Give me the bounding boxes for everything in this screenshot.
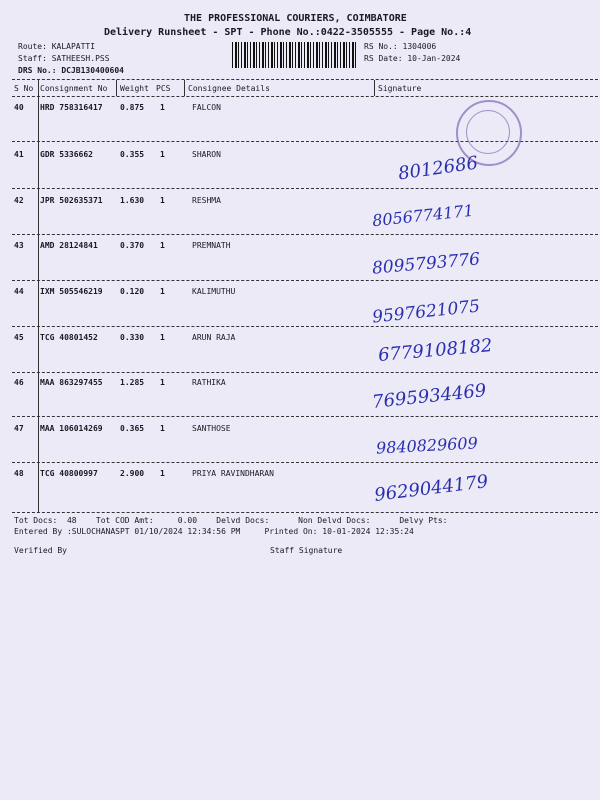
row-consignee: PREMNATH	[192, 241, 231, 250]
entered-by-line: Entered By :SULOCHANASPT 01/10/2024 12:34:56 PM Printed On: 10-01-2024 12:35:24	[14, 527, 414, 536]
row-consignment: GDR 5336662	[40, 150, 93, 159]
row-weight: 0.365	[120, 424, 145, 433]
verified-by-label: Verified By	[14, 546, 67, 555]
row-weight: 0.875	[120, 103, 145, 112]
handwritten-phone: 9629044179	[373, 471, 490, 506]
row-divider	[12, 326, 598, 327]
row-divider	[12, 234, 598, 235]
document-title: THE PROFESSIONAL COURIERS, COIMBATORE	[184, 13, 407, 24]
row-sno: 42	[14, 196, 24, 205]
column-divider	[38, 80, 39, 512]
row-pcs: 1	[160, 241, 165, 250]
row-divider	[12, 188, 598, 189]
row-consignment: IXM 505546219	[40, 287, 103, 296]
row-consignee: ARUN RAJA	[192, 333, 236, 342]
col-sno: S No	[14, 84, 34, 93]
row-sno: 46	[14, 378, 24, 387]
staff-label: Staff: SATHEESH.PSS	[18, 54, 110, 63]
row-consignee: SHARON	[192, 150, 221, 159]
row-pcs: 1	[160, 333, 165, 342]
handwritten-phone: 8095793776	[371, 249, 481, 279]
header-rule-bottom	[12, 96, 598, 97]
row-divider	[12, 372, 598, 373]
row-pcs: 1	[160, 150, 165, 159]
col-signature: Signature	[378, 84, 422, 93]
row-pcs: 1	[160, 196, 165, 205]
totals-line: Tot Docs: 48 Tot COD Amt: 0.00 Delvd Docs: Non Delvd Docs: Delvy Pts:	[14, 516, 448, 525]
row-weight: 1.285	[120, 378, 145, 387]
row-sno: 44	[14, 287, 24, 296]
row-consignee: KALIMUTHU	[192, 287, 236, 296]
row-consignment: MAA 863297455	[40, 378, 103, 387]
row-sno: 43	[14, 241, 24, 250]
row-weight: 0.120	[120, 287, 145, 296]
row-consignee: SANTHOSE	[192, 424, 231, 433]
row-pcs: 1	[160, 424, 165, 433]
handwritten-phone: 9840829609	[375, 433, 479, 458]
rs-date: RS Date: 10-Jan-2024	[364, 54, 461, 63]
row-pcs: 1	[160, 103, 165, 112]
column-divider	[116, 80, 117, 96]
row-sno: 47	[14, 424, 24, 433]
row-consignee: RATHIKA	[192, 378, 226, 387]
row-pcs: 1	[160, 469, 165, 478]
header-rule-top	[12, 79, 598, 80]
row-consignment: TCG 40800997	[40, 469, 98, 478]
rs-number: RS No.: 1304006	[364, 42, 437, 51]
row-consignee: RESHMA	[192, 196, 221, 205]
staff-signature-label: Staff Signature	[270, 546, 343, 555]
row-sno: 41	[14, 150, 24, 159]
row-divider	[12, 280, 598, 281]
handwritten-phone: 7695934469	[371, 380, 488, 413]
barcode	[232, 42, 356, 68]
handwritten-phone: 8056774171	[371, 200, 475, 231]
row-consignee: FALCON	[192, 103, 221, 112]
row-consignment: MAA 106014269	[40, 424, 103, 433]
row-divider	[12, 462, 598, 463]
column-divider	[184, 80, 185, 96]
row-pcs: 1	[160, 378, 165, 387]
row-sno: 40	[14, 103, 24, 112]
row-consignment: TCG 40801452	[40, 333, 98, 342]
handwritten-phone: 6779108182	[377, 335, 494, 366]
drs-number: DRS No.: DCJB130400604	[18, 66, 124, 75]
row-consignment: HRD 758316417	[40, 103, 103, 112]
row-weight: 2.900	[120, 469, 145, 478]
row-sno: 45	[14, 333, 24, 342]
row-weight: 0.355	[120, 150, 145, 159]
row-weight: 1.630	[120, 196, 145, 205]
row-consignment: AMD 28124841	[40, 241, 98, 250]
row-pcs: 1	[160, 287, 165, 296]
row-divider	[12, 416, 598, 417]
row-weight: 0.370	[120, 241, 145, 250]
col-consignee: Consignee Details	[188, 84, 270, 93]
document-subtitle: Delivery Runsheet - SPT - Phone No.:0422-3505555 - Page No.:4	[104, 27, 472, 38]
column-divider	[374, 80, 375, 96]
row-consignee: PRIYA RAVINDHARAN	[192, 469, 274, 478]
row-weight: 0.330	[120, 333, 145, 342]
handwritten-phone: 8012686	[396, 152, 480, 185]
col-weight: Weight	[120, 84, 149, 93]
row-consignment: JPR 502635371	[40, 196, 103, 205]
handwritten-phone: 9597621075	[371, 296, 481, 328]
col-pcs: PCS	[156, 84, 171, 93]
col-consignment: Consignment No	[40, 84, 108, 93]
row-sno: 48	[14, 469, 24, 478]
table-bottom-rule	[12, 512, 598, 513]
route-label: Route: KALAPATTI	[18, 42, 96, 51]
